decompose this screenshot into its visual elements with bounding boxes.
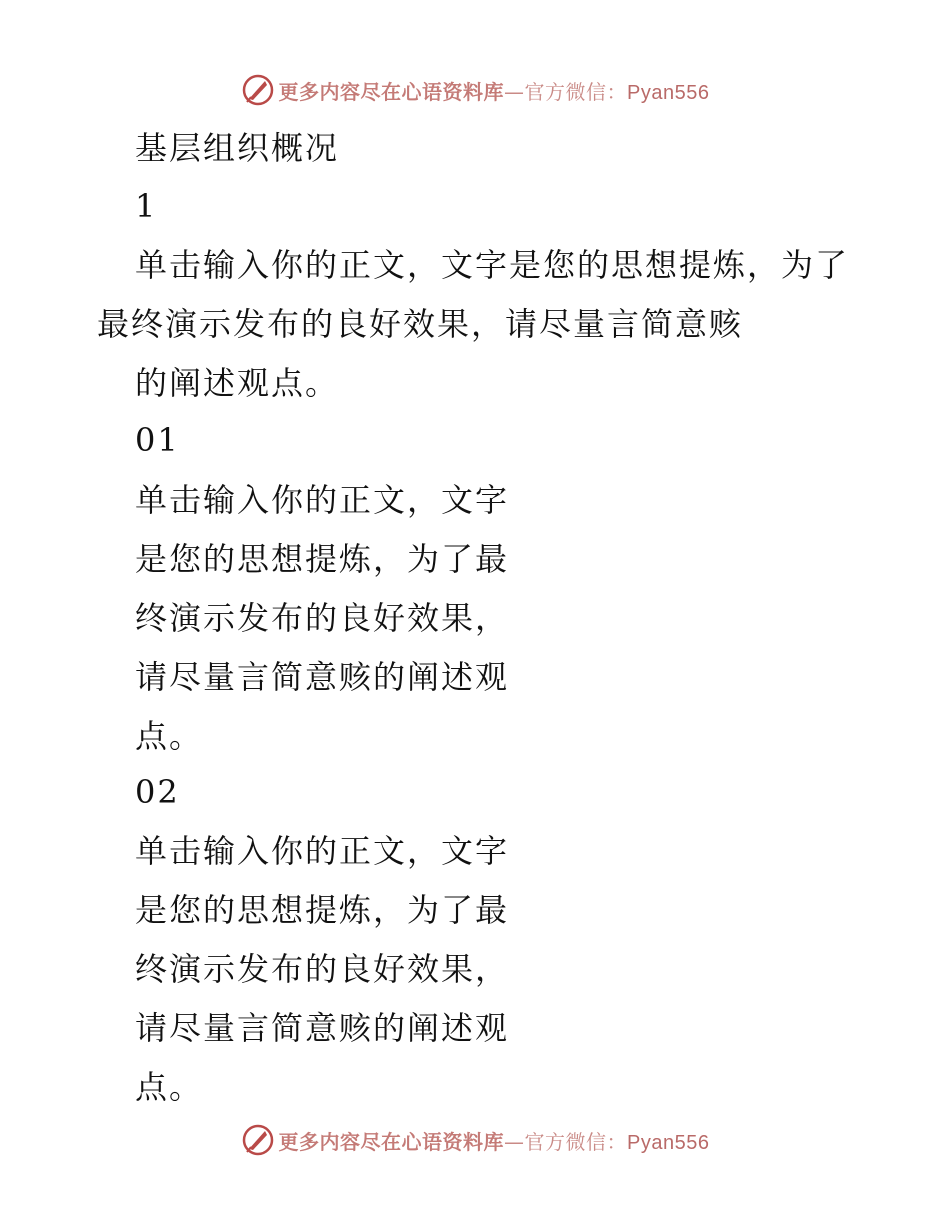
paragraph-3-line-3: 终演示发布的良好效果， bbox=[135, 950, 510, 988]
paragraph-2-line-4: 请尽量言简意赅的阐述观 bbox=[135, 658, 510, 696]
paragraph-3-line-2: 是您的思想提炼，为了最 bbox=[135, 891, 510, 929]
paragraph-1-line-2: 最终演示发布的良好效果，请尽量言简意赅 bbox=[97, 305, 744, 343]
header-watermark bbox=[0, 70, 950, 110]
paragraph-2-line-2: 是您的思想提炼，为了最 bbox=[135, 540, 510, 578]
paragraph-3-line-5: 点。 bbox=[135, 1068, 204, 1106]
paragraph-2-line-5: 点。 bbox=[135, 717, 204, 755]
doc-title: 基层组织概况 bbox=[135, 129, 340, 167]
section-number-1: 1 bbox=[135, 187, 158, 225]
paragraph-2-line-3: 终演示发布的良好效果， bbox=[135, 599, 510, 637]
section-number-01: 01 bbox=[135, 421, 180, 459]
section-number-02: 02 bbox=[135, 773, 180, 811]
paragraph-1-line-3: 的阐述观点。 bbox=[135, 364, 340, 402]
watermark-text: 更多内容尽在心语资料库—官方微信：Pyan556 bbox=[278, 1129, 710, 1154]
quill-logo-icon bbox=[241, 73, 275, 107]
paragraph-3-line-1: 单击输入你的正文，文字 bbox=[135, 832, 510, 870]
paragraph-2-line-1: 单击输入你的正文，文字 bbox=[135, 481, 510, 519]
footer-watermark bbox=[0, 1120, 950, 1160]
paragraph-1-line-1: 单击输入你的正文，文字是您的思想提炼，为了 bbox=[135, 246, 850, 284]
paragraph-3-line-4: 请尽量言简意赅的阐述观 bbox=[135, 1009, 510, 1047]
watermark-text: 更多内容尽在心语资料库—官方微信：Pyan556 bbox=[278, 79, 710, 104]
quill-logo-icon bbox=[241, 1123, 275, 1157]
